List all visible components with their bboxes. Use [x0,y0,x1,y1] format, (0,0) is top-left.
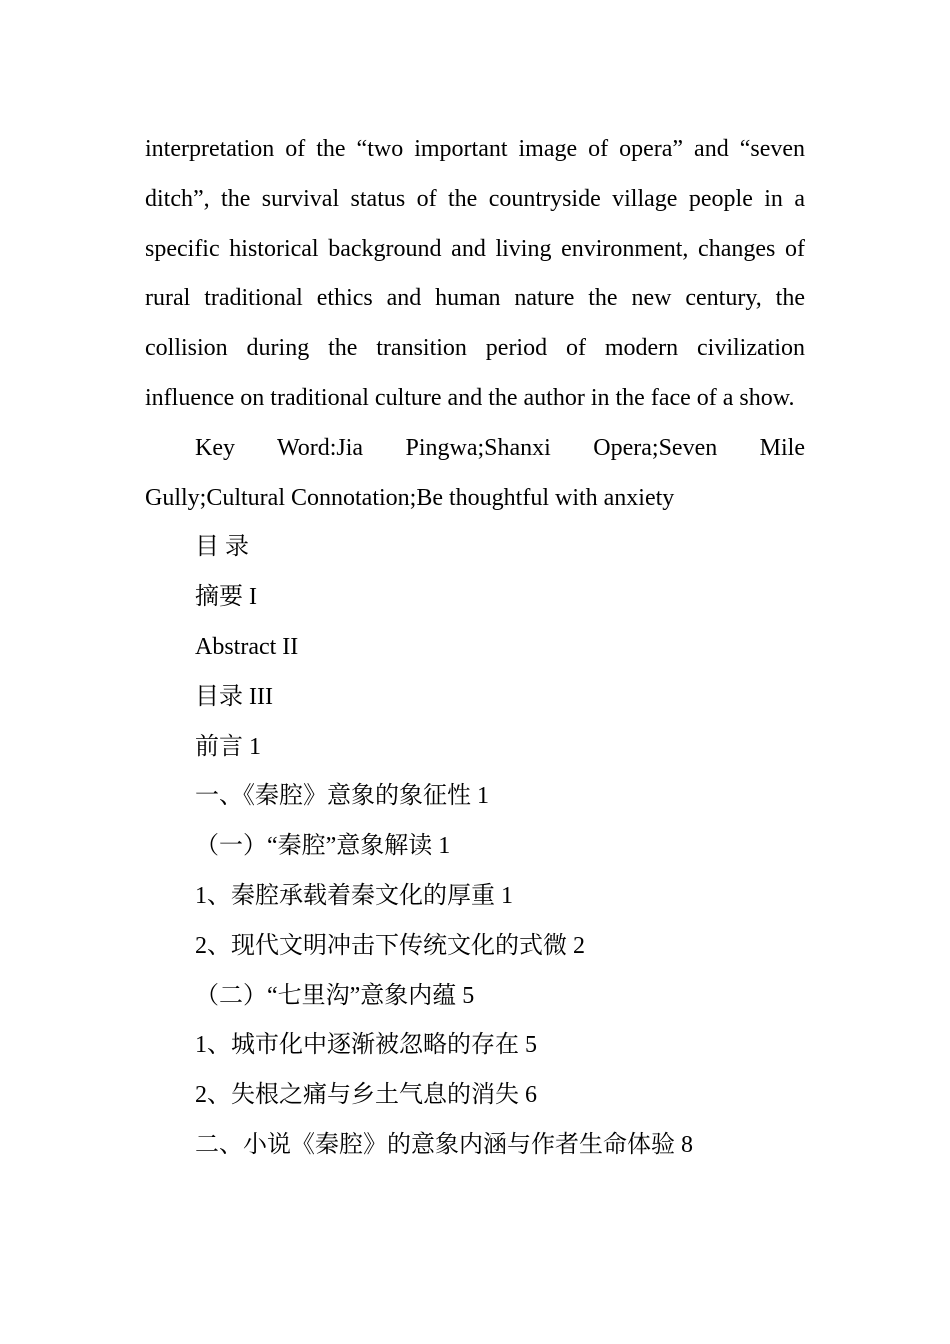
toc-item: 2、失根之痛与乡土气息的消失 6 [195,1082,537,1109]
toc-title: 目 录 [195,534,249,561]
document-page [145,125,805,1171]
toc-item: 一、《秦腔》意象的象征性 1 [195,783,489,810]
toc-item: 2、现代文明冲击下传统文化的式微 2 [195,932,585,959]
toc-item: 二、小说《秦腔》的意象内涵与作者生命体验 8 [195,1131,693,1158]
toc-item: 摘要 I [195,584,257,611]
toc-item: 目录 III [195,683,273,710]
toc-item: 1、城市化中逐渐被忽略的存在 5 [195,1032,537,1059]
toc-item: （一）“秦腔”意象解读 1 [195,833,451,860]
toc-item: （二）“七里沟”意象内蕴 5 [195,982,475,1009]
keywords-paragraph: Key Word:Jia Pingwa;Shanxi Opera;Seven Mile Gully;Cultural Connotation;Be thoughtful with anxiety [145,434,805,511]
toc-item: 前言 1 [195,733,261,760]
abstract-paragraph: interpretation of the “two important image of opera” and “seven ditch”, the survival status of the countryside village people in a specific historical background and living environment, changes of rural traditional ethics and human nature the new century, the collision during the transition period of modern civilization influence on traditional culture and the author in the face of a show. [145,136,805,411]
table-of-contents [145,573,805,1171]
toc-item: 1、秦腔承载着秦文化的厚重 1 [195,882,513,909]
toc-item: Abstract II [195,633,299,660]
